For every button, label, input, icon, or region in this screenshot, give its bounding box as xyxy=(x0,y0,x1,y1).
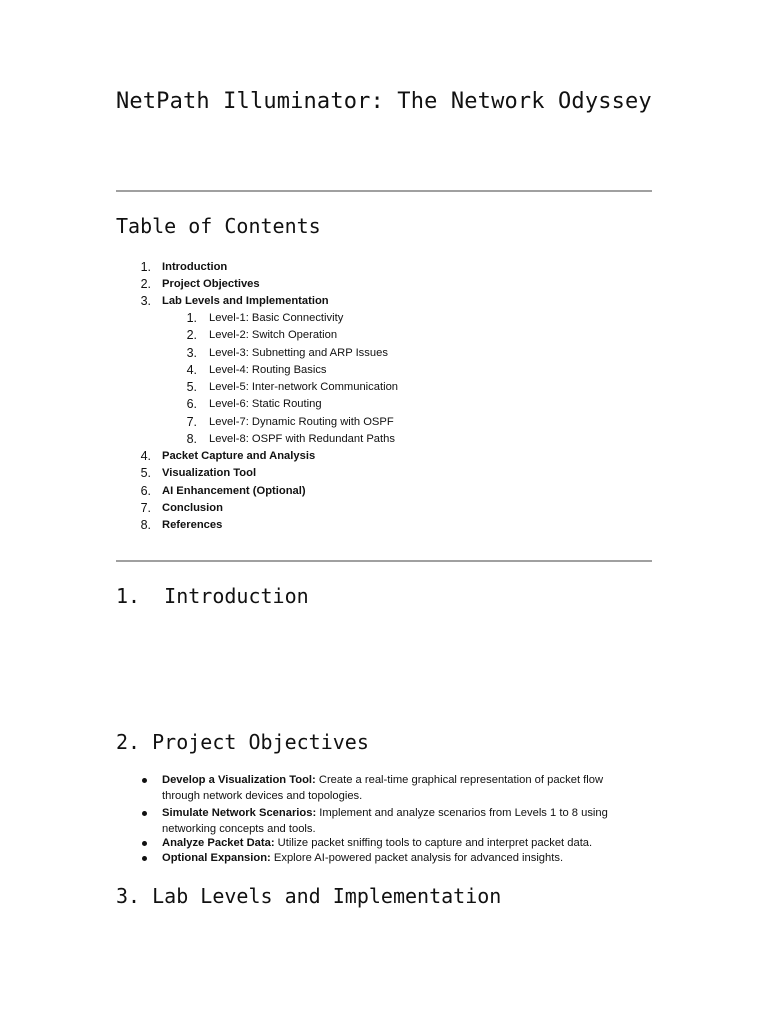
toc-subitem-label: Level-2: Switch Operation xyxy=(209,329,338,341)
toc-item-label: Lab Levels and Implementation xyxy=(162,295,329,307)
toc-subitem-number: 4. xyxy=(186,363,197,377)
bullet-term: Analyze Packet Data: xyxy=(162,837,275,849)
toc-item-label: Conclusion xyxy=(162,502,223,514)
bullet-icon xyxy=(142,856,147,861)
bullet-icon xyxy=(142,811,147,816)
toc-item-label: AI Enhancement (Optional) xyxy=(162,485,306,497)
toc-subitem-number: 6. xyxy=(186,397,197,411)
document-title: NetPath Illuminator: The Network Odyssey xyxy=(116,89,652,114)
toc-item-label: Visualization Tool xyxy=(162,467,257,479)
bullet-term: Optional Expansion: xyxy=(162,852,271,864)
toc-subitem-label: Level-1: Basic Connectivity xyxy=(209,312,344,324)
bullet-text: Create a real-time graphical representation of packet flow through network devices and topologies. xyxy=(162,774,604,802)
horizontal-rule xyxy=(116,560,652,562)
toc-item-number: 1. xyxy=(140,260,151,274)
toc-item-label: Introduction xyxy=(162,261,228,273)
toc-item-number: 4. xyxy=(140,449,151,463)
toc-subitem-number: 1. xyxy=(186,311,197,325)
toc-subitem-number: 7. xyxy=(186,415,197,429)
toc-item-number: 8. xyxy=(140,518,151,532)
bullet-term: Develop a Visualization Tool: xyxy=(162,774,316,786)
bullet-term: Simulate Network Scenarios: xyxy=(162,807,317,819)
toc-item-label: Packet Capture and Analysis xyxy=(162,450,316,462)
section-heading-project-objectives: 2. Project Objectives xyxy=(116,730,369,754)
toc-item-number: 6. xyxy=(140,484,151,498)
section-heading-introduction: 1. Introduction xyxy=(116,584,309,608)
bullet-text: Utilize packet sniffing tools to capture and interpret packet data. xyxy=(274,837,593,849)
toc-subitem-label: Level-3: Subnetting and ARP Issues xyxy=(209,347,388,359)
toc-subitem-number: 8. xyxy=(186,432,197,446)
toc-subitem-label: Level-8: OSPF with Redundant Paths xyxy=(209,433,395,445)
toc-subitem-label: Level-6: Static Routing xyxy=(209,398,322,410)
toc-heading: Table of Contents xyxy=(116,214,321,238)
toc-subitem-number: 2. xyxy=(186,328,197,342)
toc-subitem-number: 5. xyxy=(186,380,197,394)
toc-item-number: 2. xyxy=(140,277,151,291)
toc-subitem-label: Level-7: Dynamic Routing with OSPF xyxy=(209,416,394,428)
toc-item-label: Project Objectives xyxy=(162,278,260,290)
bullet-text: Explore AI-powered packet analysis for advanced insights. xyxy=(270,852,564,864)
toc-item-number: 7. xyxy=(140,501,151,515)
toc-subitem-number: 3. xyxy=(186,346,197,360)
bullet-text: Implement and analyze scenarios from Levels 1 to 8 using networking concepts and tools. xyxy=(162,807,608,835)
toc-subitem-label: Level-4: Routing Basics xyxy=(209,364,327,376)
section-heading-lab-levels: 3. Lab Levels and Implementation xyxy=(116,884,502,908)
bullet-icon xyxy=(142,778,147,783)
toc-item-label: References xyxy=(162,519,223,531)
toc-item-number: 3. xyxy=(140,294,151,308)
horizontal-rule xyxy=(116,190,652,192)
bullet-icon xyxy=(142,841,147,846)
toc-item-number: 5. xyxy=(140,466,151,480)
toc-subitem-label: Level-5: Inter-network Communication xyxy=(209,381,399,393)
